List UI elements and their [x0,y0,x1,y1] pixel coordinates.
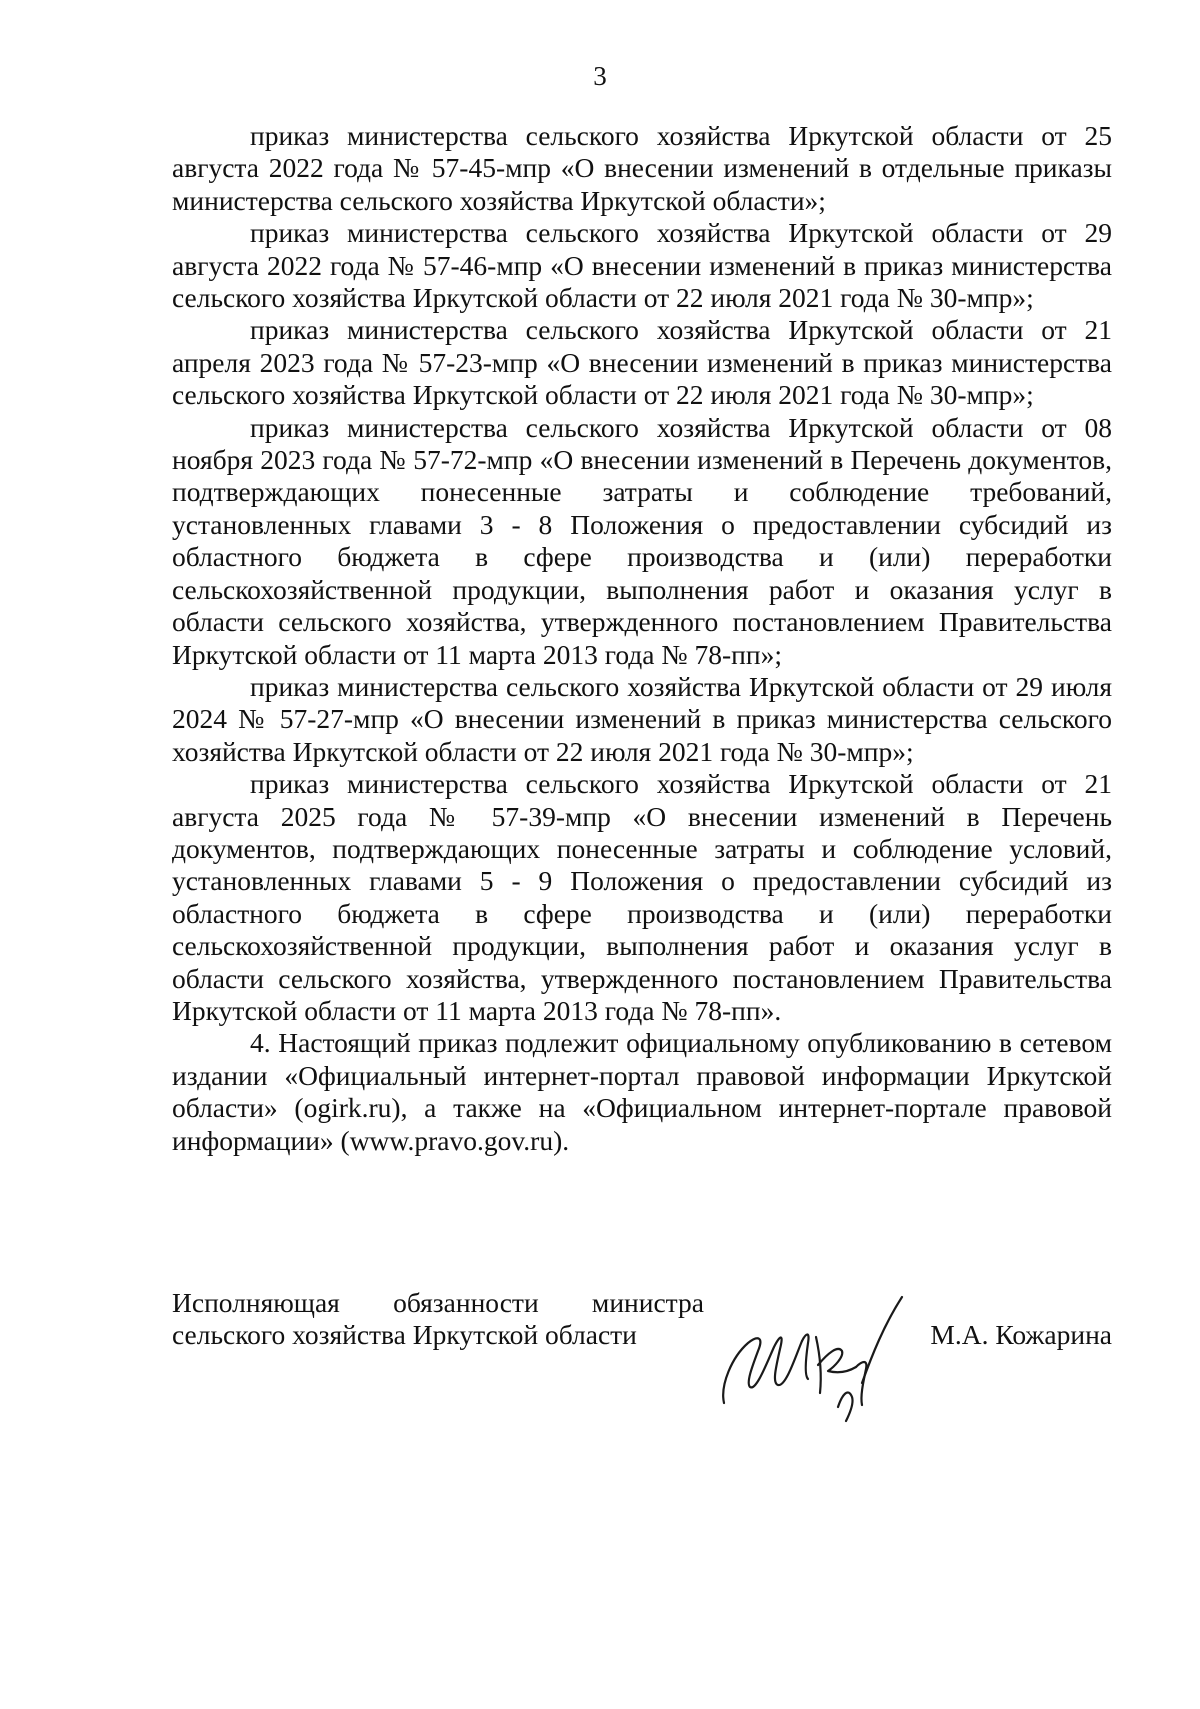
page-number: 3 [593,61,607,91]
signatory-position [172,1287,704,1352]
document-body [172,120,1112,1157]
signatory-name: М.А. Кожарина [930,1319,1112,1350]
paragraph-order-4: приказ министерства сельского хозяйства Иркутской области от 08 ноября 2023 года № 57-72-мпр «О внесении изменений в Перечень документов, подтверждающих понесенные затраты и соблюдение требований, установленных главами 3 - 8 Положения о предоставлении субсидий из областного бюджета в сфере производства и (или) переработки сельскохозяйственной продукции, выполнения работ и оказания услуг в области сельского хозяйства, утвержденного постановлением Правительства Иркутской области от 11 марта 2013 года № 78-пп»; [172,411,1112,670]
paragraph-order-2: приказ министерства сельского хозяйства Иркутской области от 29 августа 2022 года № 57-46-мпр «О внесении изменений в приказ министерства сельского хозяйства Иркутской области от 22 июля 2021 года № 30-мпр»; [172,217,1112,314]
signatory-position-line-1: Исполняющая обязанности министра [172,1287,704,1318]
paragraph-order-3: приказ министерства сельского хозяйства Иркутской области от 21 апреля 2023 года № 57-23-мпр «О внесении изменений в приказ министерства сельского хозяйства Иркутской области от 22 июля 2021 года № 30-мпр»; [172,314,1112,411]
handwritten-signature [712,1275,912,1425]
paragraph-order-6: приказ министерства сельского хозяйства Иркутской области от 21 августа 2025 года № 57-39-мпр «О внесении изменений в Перечень документов, подтверждающих понесенные затраты и соблюдение условий, установленных главами 5 - 9 Положения о предоставлении субсидий из областного бюджета в сфере производства и (или) переработки сельскохозяйственной продукции, выполнения работ и оказания услуг в области сельского хозяйства, утвержденного постановлением Правительства Иркутской области от 11 марта 2013 года № 78-пп». [172,768,1112,1026]
signatory-position-line-2: сельского хозяйства Иркутской области [172,1319,637,1351]
paragraph-order-5: приказ министерства сельского хозяйства Иркутской области от 29 июля 2024 № 57-27-мпр «О внесении изменений в приказ министерства сельского хозяйства Иркутской области от 22 июля 2021 года № 30-мпр»; [172,670,1112,767]
paragraph-publication-clause: 4. Настоящий приказ подлежит официальному опубликованию в сетевом издании «Официальный интернет-портал правовой информации Иркутской области» (ogirk.ru), а также на «Официальном интернет-портале правовой информации» (www.pravo.gov.ru). [172,1027,1112,1156]
signature-block [172,1275,1112,1425]
paragraph-order-1: приказ министерства сельского хозяйства Иркутской области от 25 августа 2022 года № 57-45-мпр «О внесении изменений в отдельные приказы министерства сельского хозяйства Иркутской области»; [172,120,1112,216]
